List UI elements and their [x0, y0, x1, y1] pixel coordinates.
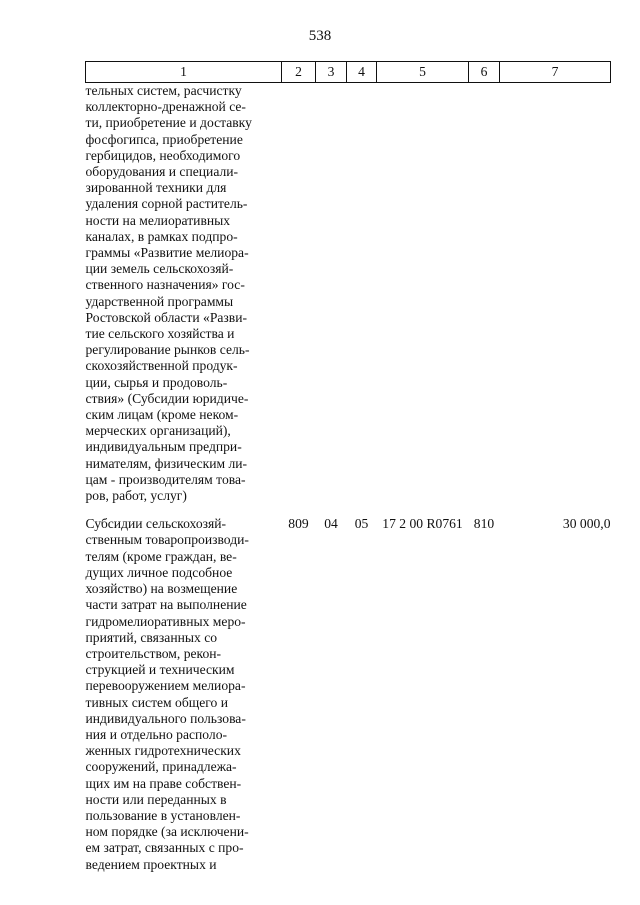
header-col-1: 1	[86, 62, 282, 83]
row-expense-type	[469, 83, 500, 513]
row-target-article: 17 2 00 R0761	[382, 516, 463, 532]
table-row	[86, 83, 611, 513]
row-section-code: 04	[324, 516, 338, 532]
row-ministry-code	[282, 83, 316, 513]
header-col-4: 4	[347, 62, 377, 83]
row-target-article	[377, 83, 469, 513]
budget-table	[85, 61, 611, 873]
row-expense-type: 810	[473, 516, 495, 532]
row-amount: 30 000,0	[562, 516, 611, 532]
row-amount	[500, 83, 611, 513]
header-row	[86, 62, 611, 83]
row-description: Субсидии сельскохозяй- ственным товаропроизводи- телям (кроме граждан, ве- дущих личное подсобное хозяйство) на возмещение части затрат на выполнение гидромелиоративных меро- приятий, связанных со строительством, рекон- струкцией и техническим перевооружением мелиора- тивных систем общего и индивидуального пользова- ния и отдельно располо- женных гидротехнических сооружений, принадлежа- щих им на праве собствен- ности или переданных в пользование в установлен- ном порядке (за исключени- ем затрат, связанных с про- ведением проектных и	[85, 516, 249, 872]
row-subsection-code	[347, 83, 377, 513]
table-row	[86, 512, 611, 872]
header-col-7: 7	[500, 62, 611, 83]
page-number: 538	[308, 28, 332, 44]
header-col-6: 6	[469, 62, 500, 83]
row-description: тельных систем, расчистку коллекторно-дренажной се- ти, приобретение и доставку фосфогипса, приобретение гербицидов, необходимого оборудования и специали- зированной техники для удаления сорной раститель- ности на мелиоративных каналах, в рамках подпро- граммы «Развитие мелиора- ции земель сельскохозяй- ственного назначения» гос- ударственной программы Ростовской области «Разви- тие сельского хозяйства и регулирование рынков сель- скохозяйственной продук- ции, сырья и продоволь- ствия» (Субсидии юридиче- ским лицам (кроме неком- мерческих организаций), индивидуальным предпри- нимателям, физическим ли- цам - производителям това- ров, работ, услуг)	[85, 83, 252, 504]
header-col-3: 3	[316, 62, 347, 83]
header-col-5: 5	[377, 62, 469, 83]
row-subsection-code: 05	[354, 516, 369, 532]
row-ministry-code: 809	[288, 516, 309, 532]
header-col-2: 2	[282, 62, 316, 83]
row-section-code	[316, 83, 347, 513]
